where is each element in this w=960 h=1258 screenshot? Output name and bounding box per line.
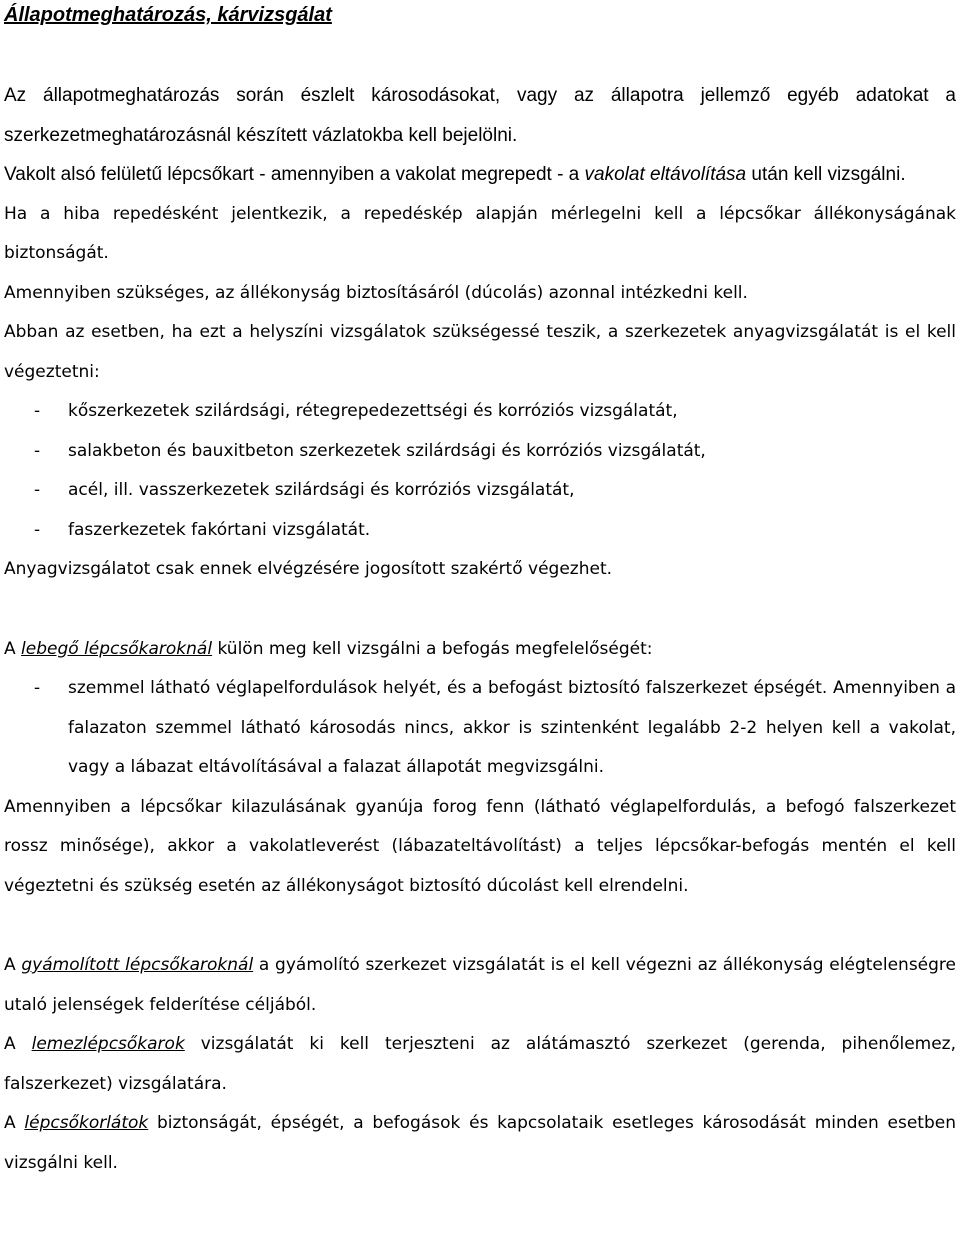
list-item	[4, 392, 956, 432]
paragraph-text: A	[4, 638, 22, 659]
paragraph-text: Az állapotmeghatározás során észlelt károsodásokat, vagy az állapotra jellemző egyéb adatokat a szerkezetmeghatározásnál készített vázlatokba kell bejelölni.	[4, 85, 956, 146]
paragraph-text: Ha a hiba repedésként jelentkezik, a repedéskép alapján mérlegelni kell a lépcsőkar állékonyságának biztonságát.	[4, 203, 956, 263]
document-page	[4, 0, 956, 1183]
emphasis-term: lépcsőkorlátok	[24, 1113, 149, 1133]
section-spacer	[4, 906, 956, 946]
document-title: Állapotmeghatározás, kárvizsgálat	[4, 4, 332, 26]
paragraph-material-testing	[4, 313, 956, 392]
paragraph-text: Vakolt alsó felületű lépcsőkart - amennyiben a vakolat megrepedt - a	[4, 164, 585, 185]
paragraph-text: után kell vizsgálni.	[746, 164, 906, 185]
paragraph-damage-marking	[4, 76, 956, 155]
emphasis-term: gyámolított lépcsőkaroknál	[21, 955, 254, 975]
paragraph-text: biztonságát, épségét, a befogások és kapcsolataik esetleges károsodását minden esetben vizsgálni kell.	[4, 1113, 956, 1173]
paragraph-text: külön meg kell vizsgálni a befogás megfelelőségét:	[212, 638, 653, 659]
paragraph-crack	[4, 195, 956, 274]
paragraph-text: Amennyiben a lépcsőkar kilazulásának gyanúja forog fenn (látható véglapelfordulás, a befogó falszerkezet rossz minősége), akkor a vakolatleverést (lábazateltávolítást) a teljes lépcsőkar-befogás mentén el kell végeztetni és szükség esetén az állékonyságot biztosító dúcolást kell elrendelni.	[4, 796, 956, 896]
list-item	[4, 669, 956, 788]
paragraph-loosening	[4, 788, 956, 907]
list-item	[4, 432, 956, 472]
list-item-text: faszerkezetek fakórtani vizsgálatát.	[68, 519, 371, 540]
paragraph-text: Abban az esetben, ha ezt a helyszíni vizsgálatok szükségessé teszik, a szerkezetek anyagvizsgálatát is el kell végeztetni:	[4, 322, 956, 382]
emphasis-term: lemezlépcsőkarok	[31, 1034, 185, 1054]
paragraph-text: a gyámolító szerkezet vizsgálatát is el kell végezni az állékonyság elégtelenségre utaló jelenségek felderítése céljából.	[4, 955, 957, 1015]
paragraph-shoring	[4, 274, 956, 314]
paragraph-text: A	[4, 1034, 32, 1054]
list-bullet: -	[34, 440, 41, 461]
paragraph-supported-stairs	[4, 946, 956, 1025]
paragraph-plaster	[4, 155, 956, 195]
list-item-text: salakbeton és bauxitbeton szerkezetek szilárdsági és korróziós vizsgálatát,	[68, 440, 706, 461]
list-bullet: -	[34, 401, 41, 421]
paragraph-railings	[4, 1104, 956, 1183]
paragraph-text: vizsgálatát ki kell terjeszteni az alátámasztó szerkezet (gerenda, pihenőlemez, falszerkezet) vizsgálatára.	[4, 1034, 956, 1094]
list-item	[4, 471, 956, 511]
emphasis-term: lebegő lépcsőkaroknál	[21, 638, 213, 659]
paragraph-slab-stairs	[4, 1025, 956, 1104]
paragraph-expert	[4, 550, 956, 590]
paragraph-text: Anyagvizsgálatot csak ennek elvégzésére jogosított szakértő végezhet.	[4, 559, 613, 579]
list-bullet: -	[34, 480, 41, 500]
paragraph-text: A	[4, 955, 22, 975]
list-bullet: -	[34, 678, 41, 698]
paragraph-floating-stairs	[4, 630, 956, 670]
section-spacer	[4, 590, 956, 630]
paragraph-text: Amennyiben szükséges, az állékonyság biztosításáról (dúcolás) azonnal intézkedni kell.	[4, 282, 748, 303]
list-item-text: acél, ill. vasszerkezetek szilárdsági és korróziós vizsgálatát,	[68, 480, 575, 500]
list-item	[4, 511, 956, 551]
list-item-text: kőszerkezetek szilárdsági, rétegrepedezettségi és korróziós vizsgálatát,	[68, 401, 678, 421]
material-testing-list	[4, 392, 956, 550]
paragraph-text: A	[4, 1113, 25, 1133]
emphasis-text: vakolat eltávolítása	[584, 164, 747, 185]
list-item-text: szemmel látható véglapelfordulások helyét, és a befogást biztosító falszerkezet épségét. Amennyiben a falazaton szemmel látható károsodás nincs, akkor is szintenként legalább 2-2 helyen kell a vakolat, vagy a lábazat eltávolításával a falazat állapotát megvizsgálni.	[68, 678, 956, 777]
floating-stairs-list	[4, 669, 956, 788]
list-bullet: -	[34, 519, 41, 540]
